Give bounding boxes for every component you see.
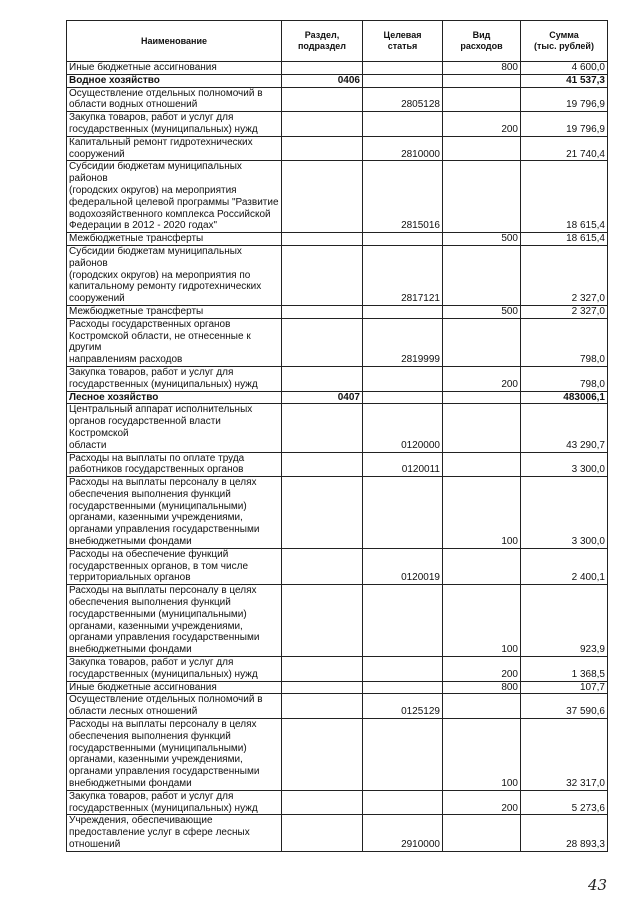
cell-sum: 32 317,0: [521, 719, 608, 791]
cell-article: [363, 74, 443, 87]
cell-section: 0406: [282, 74, 363, 87]
table-row: [67, 694, 608, 719]
cell-section: [282, 790, 363, 815]
table-row: [67, 112, 608, 137]
table-row: [67, 815, 608, 851]
cell-section: [282, 452, 363, 477]
table-row: [67, 366, 608, 391]
cell-sum: 2 327,0: [521, 245, 608, 305]
cell-kind: [443, 404, 521, 452]
cell-section: [282, 161, 363, 233]
table-row: [67, 790, 608, 815]
cell-article: [363, 790, 443, 815]
cell-kind: [443, 87, 521, 112]
cell-kind: [443, 136, 521, 161]
cell-name: Учреждения, обеспечивающие предоставление услуг в сфере лесных отношений: [67, 815, 282, 851]
cell-article: 2810000: [363, 136, 443, 161]
table-row: [67, 404, 608, 452]
cell-name: Закупка товаров, работ и услуг для государственных (муниципальных) нужд: [67, 366, 282, 391]
cell-section: [282, 318, 363, 366]
cell-name: Осуществление отдельных полномочий в области водных отношений: [67, 87, 282, 112]
table-row: [67, 452, 608, 477]
cell-section: [282, 62, 363, 75]
cell-name: Расходы на обеспечение функций государственных органов, в том числе территориальных органов: [67, 548, 282, 584]
cell-name: Осуществление отдельных полномочий в области лесных отношений: [67, 694, 282, 719]
table-row: [67, 62, 608, 75]
header-name: Наименование: [67, 21, 282, 62]
cell-article: [363, 62, 443, 75]
cell-kind: [443, 391, 521, 404]
cell-article: [363, 585, 443, 657]
cell-article: 2910000: [363, 815, 443, 851]
cell-section: [282, 681, 363, 694]
cell-name: Субсидии бюджетам муниципальных районов (городских округов) на мероприятия по капитальному ремонту гидротехнических сооружений: [67, 245, 282, 305]
cell-sum: 18 615,4: [521, 161, 608, 233]
cell-name: Закупка товаров, работ и услуг для государственных (муниципальных) нужд: [67, 112, 282, 137]
table-row: [67, 657, 608, 682]
cell-section: 0407: [282, 391, 363, 404]
cell-section: [282, 87, 363, 112]
header-section: Раздел, подраздел: [282, 21, 363, 62]
cell-kind: [443, 245, 521, 305]
cell-section: [282, 366, 363, 391]
cell-article: 2815016: [363, 161, 443, 233]
table-row: [67, 161, 608, 233]
cell-sum: 19 796,9: [521, 87, 608, 112]
cell-name: Субсидии бюджетам муниципальных районов (городских округов) на мероприятия федеральной целевой программы "Развитие водохозяйственного комплекса Российской Федерации в 2012 - 2020 годах": [67, 161, 282, 233]
cell-name: Капитальный ремонт гидротехнических сооружений: [67, 136, 282, 161]
table-body: [67, 62, 608, 852]
cell-sum: 798,0: [521, 366, 608, 391]
cell-name: Расходы государственных органов Костромской области, не отнесенные к другим направлениям расходов: [67, 318, 282, 366]
cell-name: Расходы на выплаты персоналу в целях обеспечения выполнения функций государственными (муниципальными) органами, казенными учреждениями, органами управления государственными внебюджетными фондами: [67, 719, 282, 791]
cell-article: [363, 112, 443, 137]
cell-section: [282, 657, 363, 682]
cell-article: [363, 719, 443, 791]
cell-name: Закупка товаров, работ и услуг для государственных (муниципальных) нужд: [67, 790, 282, 815]
cell-article: [363, 657, 443, 682]
table-row: [67, 585, 608, 657]
cell-name: Расходы на выплаты персоналу в целях обеспечения выполнения функций государственными (муниципальными) органами, казенными учреждениями, органами управления государственными внебюджетными фондами: [67, 477, 282, 549]
table-row: [67, 477, 608, 549]
cell-kind: 100: [443, 719, 521, 791]
cell-name: Водное хозяйство: [67, 74, 282, 87]
table-row: [67, 245, 608, 305]
cell-sum: 37 590,6: [521, 694, 608, 719]
cell-name: Иные бюджетные ассигнования: [67, 62, 282, 75]
cell-article: 0120011: [363, 452, 443, 477]
cell-kind: 500: [443, 305, 521, 318]
cell-section: [282, 112, 363, 137]
cell-section: [282, 245, 363, 305]
table-row: [67, 305, 608, 318]
cell-kind: 100: [443, 585, 521, 657]
cell-sum: 107,7: [521, 681, 608, 694]
cell-section: [282, 548, 363, 584]
cell-article: [363, 391, 443, 404]
table-row: [67, 548, 608, 584]
cell-article: 2817121: [363, 245, 443, 305]
cell-kind: 800: [443, 681, 521, 694]
cell-section: [282, 233, 363, 246]
cell-kind: [443, 548, 521, 584]
cell-sum: 5 273,6: [521, 790, 608, 815]
cell-sum: 923,9: [521, 585, 608, 657]
cell-name: Расходы на выплаты персоналу в целях обеспечения выполнения функций государственными (муниципальными) органами, казенными учреждениями, органами управления государственными внебюджетными фондами: [67, 585, 282, 657]
cell-kind: 200: [443, 790, 521, 815]
table-row: [67, 681, 608, 694]
cell-article: [363, 305, 443, 318]
cell-sum: 3 300,0: [521, 477, 608, 549]
cell-kind: [443, 815, 521, 851]
cell-name: Закупка товаров, работ и услуг для государственных (муниципальных) нужд: [67, 657, 282, 682]
cell-kind: 500: [443, 233, 521, 246]
cell-kind: 200: [443, 112, 521, 137]
cell-sum: 28 893,3: [521, 815, 608, 851]
cell-name: Межбюджетные трансферты: [67, 305, 282, 318]
cell-sum: 798,0: [521, 318, 608, 366]
cell-kind: 200: [443, 366, 521, 391]
table-row: [67, 719, 608, 791]
cell-section: [282, 719, 363, 791]
cell-kind: 800: [443, 62, 521, 75]
cell-section: [282, 477, 363, 549]
cell-kind: [443, 452, 521, 477]
table-row: [67, 87, 608, 112]
cell-sum: 483006,1: [521, 391, 608, 404]
cell-sum: 43 290,7: [521, 404, 608, 452]
table-row: [67, 233, 608, 246]
cell-name: Расходы на выплаты по оплате труда работников государственных органов: [67, 452, 282, 477]
header-article: Целевая статья: [363, 21, 443, 62]
cell-section: [282, 136, 363, 161]
cell-kind: 200: [443, 657, 521, 682]
cell-sum: 41 537,3: [521, 74, 608, 87]
cell-section: [282, 694, 363, 719]
cell-kind: [443, 74, 521, 87]
cell-article: [363, 366, 443, 391]
cell-sum: 1 368,5: [521, 657, 608, 682]
header-sum: Сумма (тыс. рублей): [521, 21, 608, 62]
cell-kind: [443, 318, 521, 366]
cell-section: [282, 305, 363, 318]
cell-sum: 18 615,4: [521, 233, 608, 246]
table-row: [67, 318, 608, 366]
cell-sum: 3 300,0: [521, 452, 608, 477]
table-row: [67, 74, 608, 87]
cell-article: [363, 477, 443, 549]
cell-kind: [443, 161, 521, 233]
cell-sum: 2 400,1: [521, 548, 608, 584]
cell-name: Центральный аппарат исполнительных органов государственной власти Костромской области: [67, 404, 282, 452]
cell-sum: 19 796,9: [521, 112, 608, 137]
cell-article: 2805128: [363, 87, 443, 112]
cell-sum: 4 600,0: [521, 62, 608, 75]
table-row: [67, 391, 608, 404]
cell-name: Лесное хозяйство: [67, 391, 282, 404]
cell-article: 0125129: [363, 694, 443, 719]
cell-article: [363, 681, 443, 694]
table-row: [67, 136, 608, 161]
cell-sum: 2 327,0: [521, 305, 608, 318]
cell-section: [282, 815, 363, 851]
cell-name: Межбюджетные трансферты: [67, 233, 282, 246]
cell-article: [363, 233, 443, 246]
cell-kind: [443, 694, 521, 719]
cell-section: [282, 404, 363, 452]
cell-name: Иные бюджетные ассигнования: [67, 681, 282, 694]
page-number: 43: [588, 876, 608, 894]
header-kind: Вид расходов: [443, 21, 521, 62]
cell-article: 0120019: [363, 548, 443, 584]
cell-sum: 21 740,4: [521, 136, 608, 161]
budget-table: [66, 20, 608, 852]
cell-article: 2819999: [363, 318, 443, 366]
table-header-row: [67, 21, 608, 62]
cell-article: 0120000: [363, 404, 443, 452]
cell-section: [282, 585, 363, 657]
cell-kind: 100: [443, 477, 521, 549]
